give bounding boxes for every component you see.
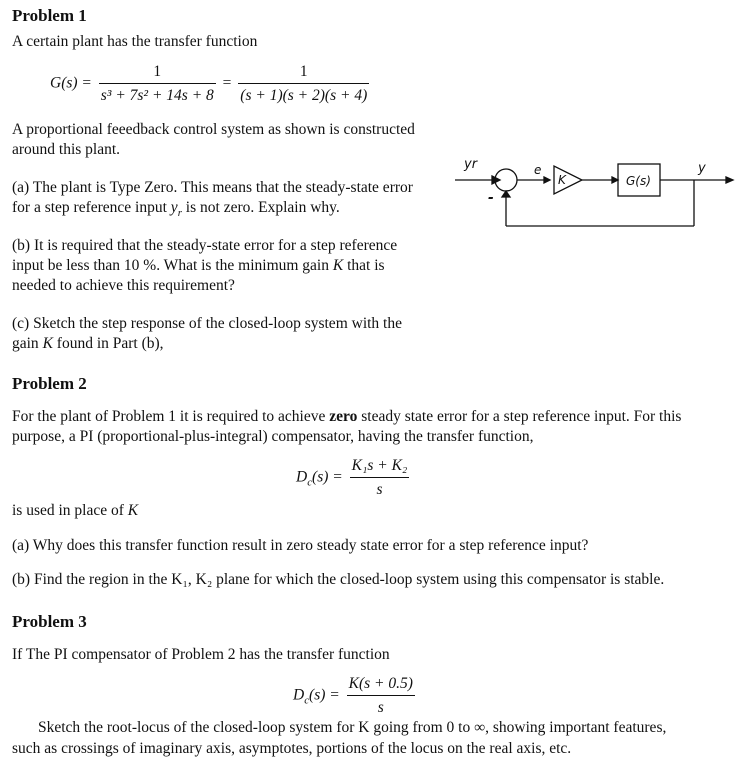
problem1-part-b-line-3: needed to achieve this requirement? (12, 277, 235, 294)
problem1-part-a-line-1: (a) The plant is Type Zero. This means that the steady-state error (12, 179, 413, 196)
problem3-sketch-line-2: such as crossings of imaginary axis, asymptotes, portions of the locus on the real axis, etc. (12, 740, 572, 757)
eq-frac1-den: s³ + 7s² + 14s + 8 (99, 83, 216, 106)
feedback-block-diagram (450, 150, 740, 235)
p3-eq-lhs-post: (s) = (309, 686, 340, 704)
part-a-var-sub: r (177, 207, 182, 220)
eq-frac1-num: 1 (153, 63, 162, 80)
problem2-part-b: (b) Find the region in the K₁, K₂ plane for which the closed-loop system using this compensator is stable. (12, 571, 665, 588)
diagram-error-label: e (534, 163, 542, 177)
part-c-text-post: found in Part (b), (52, 335, 164, 352)
output-arrow (726, 177, 733, 183)
problem1-part-a-line-2 (12, 198, 340, 218)
p3-eq-num: K(s + 0.5) (348, 675, 413, 692)
part-c-text-pre: gain (12, 335, 43, 352)
part-a-text-pre: for a step reference input (12, 199, 171, 216)
diagram-input-label: yr (464, 157, 478, 172)
eq-fraction-1 (99, 62, 216, 106)
problem2-line1-pre: For the plant of Problem 1 it is required to achieve (12, 408, 330, 425)
problem3-intro: If The PI compensator of Problem 2 has the transfer function (12, 646, 390, 663)
p2-eq-fraction (350, 456, 410, 500)
eq-fraction-2 (238, 62, 369, 106)
problem3-heading: Problem 3 (12, 612, 87, 631)
plant-input-arrow (612, 177, 618, 183)
eq-lhs: G(s) = (50, 74, 92, 92)
problem2-line-1 (12, 407, 681, 427)
problem2-heading: Problem 2 (12, 374, 87, 393)
problem1-part-b-line-2 (12, 256, 385, 276)
diagram-output-label: y (698, 161, 706, 176)
p2-used-var: K (127, 502, 139, 519)
p2-eq-lhs: D (296, 468, 308, 486)
problem2-used-line (12, 501, 138, 521)
problem2-equation (296, 456, 412, 500)
p2-eq-den: s (350, 477, 410, 500)
feedback-arrow (502, 191, 510, 197)
problem1-equation (50, 62, 372, 106)
part-b-var: K (332, 257, 344, 274)
eq-frac2-den: (s + 1)(s + 2)(s + 4) (238, 83, 369, 106)
diagram-minus-label: - (488, 190, 494, 206)
p3-eq-lhs-sub: c (304, 694, 310, 707)
problem2-line-2: purpose, a PI (proportional-plus-integral) compensator, having the transfer function, (12, 428, 534, 445)
error-arrow (544, 177, 550, 183)
eq-frac2-num: 1 (299, 63, 308, 80)
diagram-plant-label: G(s) (626, 174, 651, 188)
feedback-line-2: around this plant. (12, 141, 121, 158)
part-a-var: y (170, 199, 178, 216)
problem1-heading: Problem 1 (12, 6, 87, 25)
p2-eq-num: K₁s + K₂ (351, 457, 408, 474)
problem1-intro: A certain plant has the transfer function (12, 33, 258, 50)
p3-eq-lhs: D (293, 686, 305, 704)
p2-used-pre: is used in place of (12, 502, 128, 519)
p2-eq-lhs-post: (s) = (312, 468, 343, 486)
problem1-part-c-line-1: (c) Sketch the step response of the closed-loop system with the (12, 315, 402, 332)
problem2-line1-bold: zero (329, 408, 358, 425)
part-a-text-post: is not zero. Explain why. (181, 199, 340, 216)
problem2-line1-post: steady state error for a step reference input. For this (357, 408, 682, 425)
part-b-text-pre: input be less than 10 %. What is the minimum gain (12, 257, 333, 274)
eq-equals: = (222, 74, 232, 92)
part-b-text-post: that is (343, 257, 385, 274)
problem2-part-a: (a) Why does this transfer function result in zero steady state error for a step reference input? (12, 537, 589, 554)
problem3-equation (293, 674, 418, 718)
problem1-part-b-line-1: (b) It is required that the steady-state error for a step reference (12, 237, 398, 254)
feedback-line-1: A proportional feeedback control system as shown is constructed (12, 121, 415, 138)
p3-eq-den: s (347, 695, 415, 718)
p2-eq-lhs-sub: c (307, 476, 313, 489)
part-c-var: K (42, 335, 53, 352)
p3-eq-fraction (347, 674, 415, 718)
diagram-gain-label: K (558, 173, 566, 187)
problem1-part-c-line-2 (12, 334, 164, 354)
problem3-sketch-line-1: Sketch the root-locus of the closed-loop system for K going from 0 to ∞, showing important features, (38, 719, 667, 736)
